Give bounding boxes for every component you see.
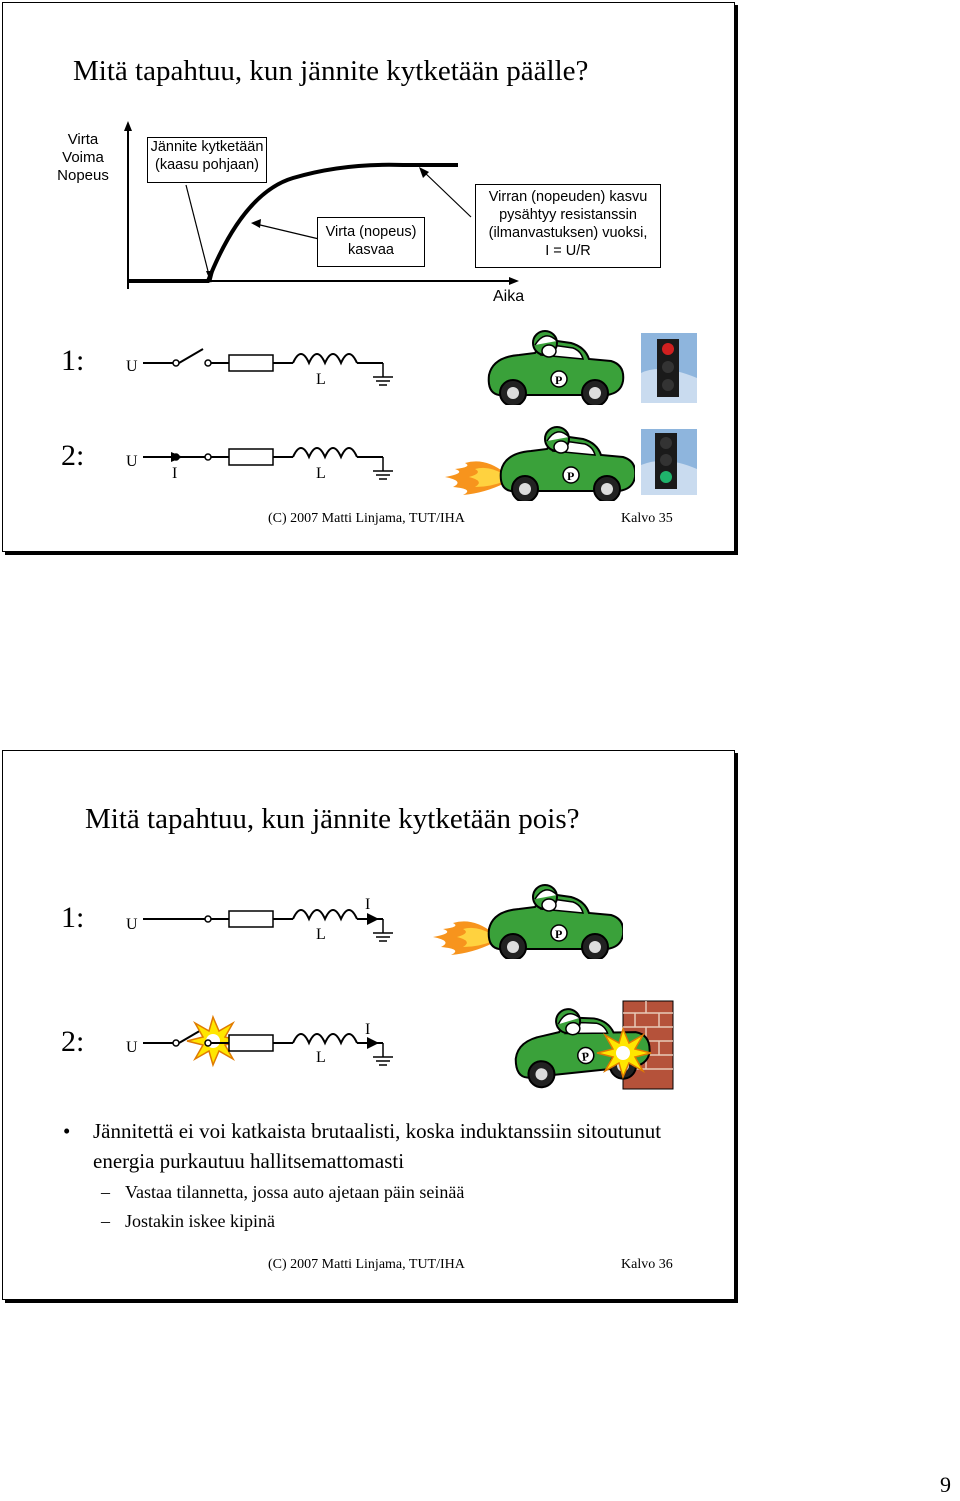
annotation-steady-state: Virran (nopeuden) kasvu pysähtyy resistanssin (ilmanvastuksen) vuoksi, I = U/R xyxy=(475,184,661,268)
open-switch xyxy=(179,349,203,363)
car-coasting-image xyxy=(433,879,623,959)
row-2-u-label: U xyxy=(126,1039,138,1056)
footer-copyright: (C) 2007 Matti Linjama, TUT/IHA xyxy=(268,511,465,526)
bullet-list xyxy=(61,1116,681,1236)
sub-bullet-item: – Vastaa tilannetta, jossa auto ajetaan päin seinää xyxy=(101,1182,465,1202)
crash-spark-icon xyxy=(597,1029,651,1077)
bullet-item: • Jännitettä ei voi katkaista brutaalisti, koska induktanssiin sitoutunut energia purkautuu hallitsemattomasti xyxy=(63,1119,662,1173)
resistor xyxy=(229,355,273,371)
slide-title: Mitä tapahtuu, kun jännite kytketään päälle? xyxy=(73,55,589,87)
slide-36 xyxy=(2,750,735,1300)
row-2-i-label: I xyxy=(365,1021,371,1038)
traffic-light-red-image xyxy=(641,333,697,403)
car-waiting-image xyxy=(487,325,627,405)
y-axis-label: Virta Voima Nopeus xyxy=(57,131,109,184)
row-1-number: 1: xyxy=(61,344,85,377)
row-1-u-label: U xyxy=(126,358,138,375)
car-accelerating-image xyxy=(445,421,635,501)
page-number: 9 xyxy=(940,1472,951,1497)
row-2-u-label: U xyxy=(126,453,138,470)
row-1-u-label: U xyxy=(126,916,138,933)
annotation-switch-on: Jännite kytketään (kaasu pohjaan) xyxy=(147,137,267,183)
traffic-light-green-image xyxy=(641,429,697,495)
footer-copyright: (C) 2007 Matti Linjama, TUT/IHA xyxy=(268,1257,465,1272)
slide-number: Kalvo 35 xyxy=(621,511,673,526)
slide-number: Kalvo 36 xyxy=(621,1257,673,1272)
annotation-rise: Virta (nopeus) kasvaa xyxy=(317,217,425,267)
row-2-number: 2: xyxy=(61,439,85,472)
slide-title: Mitä tapahtuu, kun jännite kytketään pois? xyxy=(85,803,580,835)
row-1-i-label: I xyxy=(365,896,371,913)
row-2-i-label: I xyxy=(172,465,178,482)
x-axis-label: Aika xyxy=(493,288,525,305)
row-1-number: 1: xyxy=(61,901,85,934)
sub-bullet-item: – Jostakin iskee kipinä xyxy=(101,1211,275,1231)
row-1-l-label: L xyxy=(316,371,326,388)
car-crash-image xyxy=(511,999,677,1091)
row-1-l-label: L xyxy=(316,926,326,943)
slide-35 xyxy=(2,2,735,552)
circuit-row-1 xyxy=(3,889,734,969)
row-2-number: 2: xyxy=(61,1025,85,1058)
inductor xyxy=(293,354,357,363)
row-2-l-label: L xyxy=(316,1049,326,1066)
row-2-l-label: L xyxy=(316,465,326,482)
